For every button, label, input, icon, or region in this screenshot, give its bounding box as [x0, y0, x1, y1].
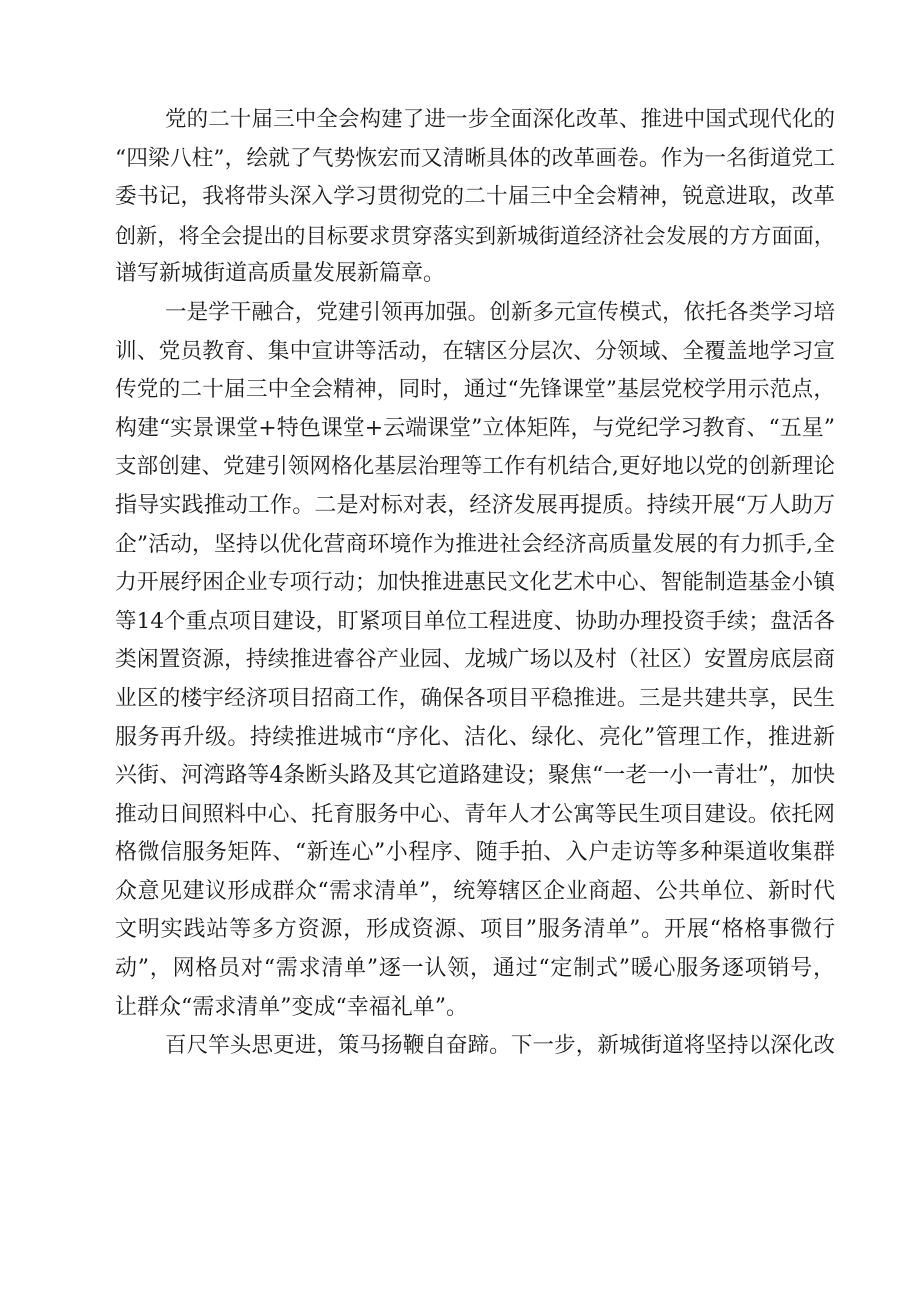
text-line: 党的二十届三中全会构建了进一步全面深化改革、推进中国式现代化的: [165, 107, 835, 132]
text-line: 一是学干融合，党建引领再加强。创新多元宣传模式，依托各类学习培: [165, 299, 835, 325]
text-line: 百尺竿头思更进，策马扬鞭自奋蹄。下一步，新城街道将坚持以深化改: [165, 1033, 835, 1059]
text-line: 委书记，我将带头深入学习贯彻党的二十届三中全会精神，锐意进取，改革: [115, 184, 835, 210]
text-line: 让群众“需求清单”变成“幸福礼单”。: [115, 994, 468, 1020]
text-line: 业区的楼宇经济项目招商工作，确保各项目平稳推进。三是共建共享，民生: [115, 685, 835, 711]
text-line: 企”活动，坚持以优化营商环境作为推进社会经济高质量发展的有力抓手,全: [115, 531, 835, 557]
text-line: 兴街、河湾路等4条断头路及其它道路建设；聚焦“一老一小一青壮”，加快: [115, 763, 835, 789]
text-line: 文明实践站等多方资源，形成资源、项目”服务清单”。开展“格格事微行: [115, 917, 835, 943]
text-line: “四梁八柱”，绘就了气势恢宏而又清晰具体的改革画卷。作为一名街道党工: [115, 145, 835, 171]
text-line: 服务再升级。持续推进城市“序化、洁化、绿化、亮化”管理工作，推进新: [115, 724, 835, 750]
text-line: 支部创建、党建引领网格化基层治理等工作有机结合,更好地以党的创新理论: [115, 454, 835, 480]
paragraph: [115, 101, 835, 294]
text-line: 创新，将全会提出的目标要求贯穿落实到新城街道经济社会发展的方方面面，: [115, 222, 835, 248]
text-line: 等14个重点项目建设，盯紧项目单位工程进度、协助办理投资手续；盘活各: [115, 608, 835, 634]
text-line: 众意见建议形成群众“需求清单”，统筹辖区企业商超、公共单位、新时代: [115, 878, 835, 904]
text-line: 推动日间照料中心、托育服务中心、青年人才公寓等民生项目建设。依托网: [115, 801, 835, 827]
text-line: 传党的二十届三中全会精神，同时，通过“先锋课堂”基层党校学用示范点，: [115, 377, 835, 403]
text-line: 训、党员教育、集中宣讲等活动，在辖区分层次、分领域、全覆盖地学习宣: [115, 338, 835, 364]
text-line: 格微信服务矩阵、“新连心”小程序、随手拍、入户走访等多种渠道收集群: [115, 840, 835, 866]
paragraph: [115, 1027, 835, 1066]
text-line: 构建“实景课堂+特色课堂+云端课堂”立体矩阵，与党纪学习教育、“五星”: [115, 415, 835, 441]
text-line: 谱写新城街道高质量发展新篇章。: [115, 261, 446, 287]
text-line: 动”，网格员对“需求清单”逐一认领，通过“定制式”暖心服务逐项销号，: [115, 956, 835, 982]
text-line: 类闲置资源，持续推进睿谷产业园、龙城广场以及村（社区）安置房底层商: [115, 647, 835, 673]
text-line: 指导实践推动工作。二是对标对表，经济发展再提质。持续开展“万人助万: [115, 492, 835, 518]
document-body: [115, 101, 835, 1066]
paragraph: [115, 294, 835, 1027]
text-line: 力开展纾困企业专项行动；加快推进惠民文化艺术中心、智能制造基金小镇: [115, 570, 835, 596]
